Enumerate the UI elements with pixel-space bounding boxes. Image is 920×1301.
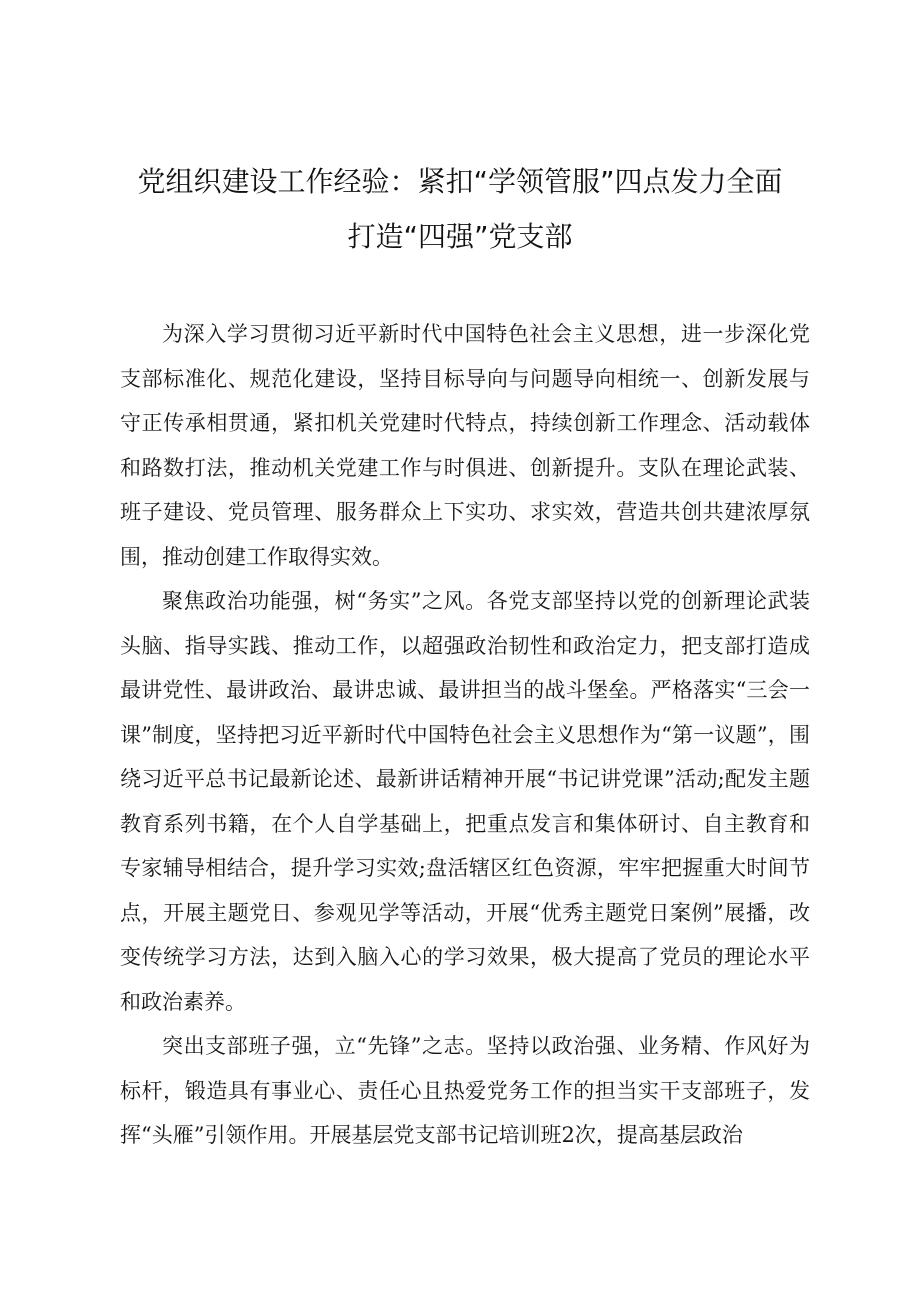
paragraph-branch-leadership: 突出支部班子强，立“先锋”之志。坚持以政治强、业务精、作风好为标杆，锻造具有事业心、责任心且热爱党务工作的担当实干支部班子，发挥“头雁”引领作用。开展基层党支部书记培训班2次，提高基层政治 <box>120 1034 810 1147</box>
paragraph-political-function: 聚焦政治功能强，树“务实”之风。各党支部坚持以党的创新理论武装头脑、指导实践、推动工作，以超强政治韧性和政治定力，把支部打造成最讲党性、最讲政治、最讲忠诚、最讲担当的战斗堡垒。严格落实“三会一课”制度，坚持把习近平新时代中国特色社会主义思想作为“第一议题”，围绕习近平总书记最新论述、最新讲话精神开展“书记讲党课”活动;配发主题教育系列书籍，在个人自学基础上，把重点发言和集体研讨、自主教育和专家辅导相结合，提升学习实效;盘活辖区红色资源，牢牢把握重大时间节点，开展主题党日、参观见学等活动，开展“优秀主题党日案例”展播，改变传统学习方法，达到入脑入心的学习效果，极大提高了党员的理论水平和政治素养。 <box>120 589 810 1014</box>
document-body <box>120 312 810 1158</box>
document-title-line-2: 打造“四强”党支部 <box>347 220 573 253</box>
document-title-line-1: 党组织建设工作经验：紧扣“学领管服”四点发力全面 <box>137 165 783 198</box>
paragraph-intro: 为深入学习贯彻习近平新时代中国特色社会主义思想，进一步深化党支部标准化、规范化建设，坚持目标导向与问题导向相统一、创新发展与守正传承相贯通，紧扣机关党建时代特点，持续创新工作理念、活动载体和路数打法，推动机关党建工作与时俱进、创新提升。支队在理论武装、班子建设、党员管理、服务群众上下实功、求实效，营造共创共建浓厚氛围，推动创建工作取得实效。 <box>120 322 810 569</box>
